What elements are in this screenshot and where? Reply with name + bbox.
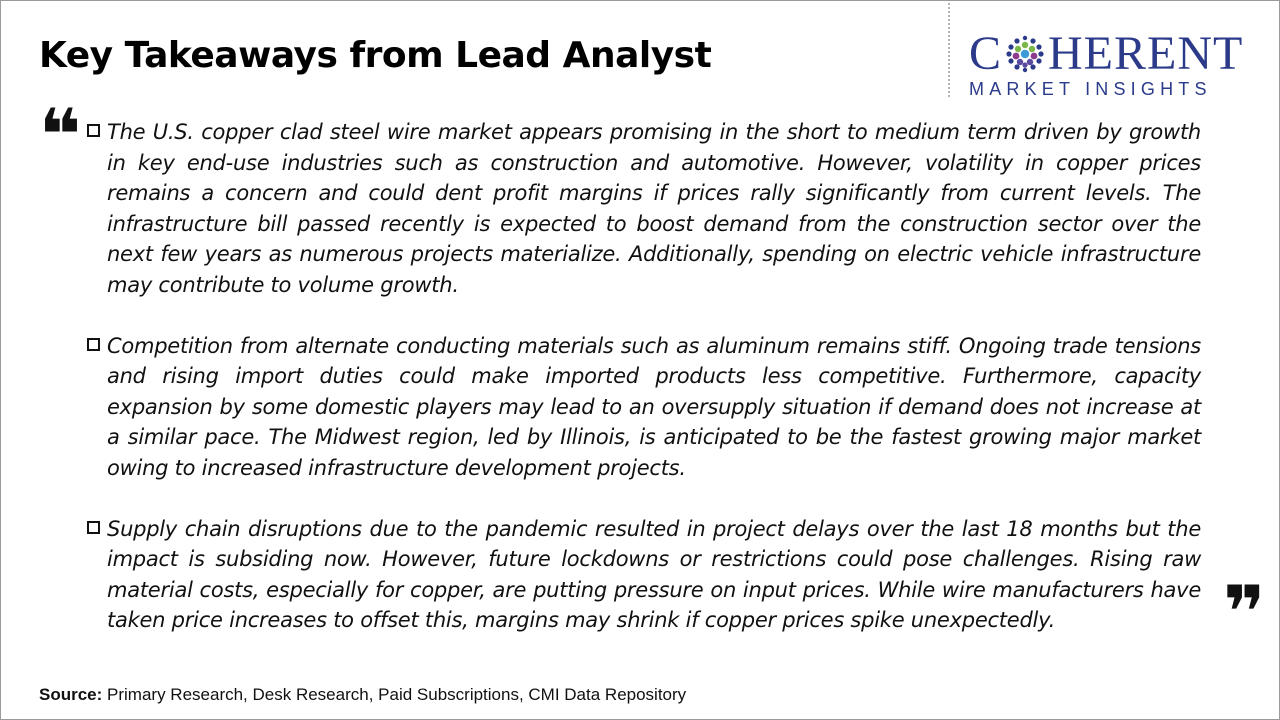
list-item — [87, 331, 1201, 484]
page-title: Key Takeaways from Lead Analyst — [39, 35, 712, 76]
list-item — [87, 117, 1201, 301]
takeaways-list — [87, 117, 1201, 666]
checkbox-bullet-icon — [87, 338, 100, 351]
source-text: Primary Research, Desk Research, Paid Subscriptions, CMI Data Repository — [102, 685, 687, 704]
source-footer — [39, 685, 686, 705]
source-label: Source: — [39, 685, 103, 704]
logo-divider — [948, 3, 950, 97]
logo-letters-herent: HERENT — [1048, 27, 1244, 80]
takeaway-text: Competition from alternate conducting materials such as aluminum remains stiff. Ongoing trade tensions and rising import duties could make imported products less competitive. Furthermore, capacity expansion by some domestic players may lead to an oversupply situation if demand does not increase at a similar pace. The Midwest region, led by Illinois, is anticipated to be the fastest growing major market owing to increased infrastructure development projects. — [107, 333, 1201, 480]
checkbox-bullet-icon — [87, 124, 100, 137]
close-quote-icon: ❞ — [1223, 570, 1266, 654]
logo-tagline: MARKET INSIGHTS — [969, 79, 1212, 99]
open-quote-icon: ❝ — [39, 93, 82, 177]
company-logo — [969, 27, 1265, 100]
dot-sphere-icon — [1003, 32, 1047, 76]
logo-letter-c: C — [969, 27, 1003, 80]
takeaway-text: Supply chain disruptions due to the pandemic resulted in project delays over the last 18 months but the impact is subsiding now. However, future lockdowns or restrictions could pose challenges. Rising raw material costs, especially for copper, are putting pressure on input prices. While wire manufacturers have taken price increases to offset this, margins may shrink if copper prices spike unexpectedly. — [107, 516, 1201, 633]
logo-wordmark — [969, 27, 1265, 80]
list-item — [87, 514, 1201, 636]
checkbox-bullet-icon — [87, 521, 100, 534]
takeaway-text: The U.S. copper clad steel wire market appears promising in the short to medium term driven by growth in key end-use industries such as construction and automotive. However, volatility in copper prices remains a concern and could dent profit margins if prices rally significantly from current levels. The infrastructure bill passed recently is expected to boost demand from the construction sector over the next few years as numerous projects materialize. Additionally, spending on electric vehicle infrastructure may contribute to volume growth. — [107, 120, 1201, 297]
